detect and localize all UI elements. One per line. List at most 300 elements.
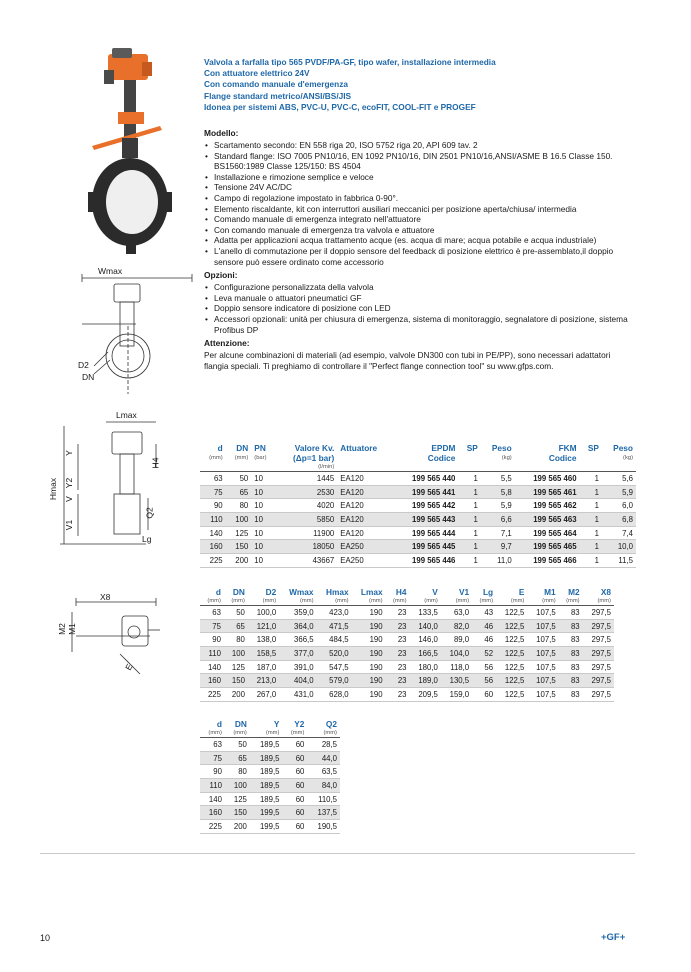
table-cell: 46 bbox=[472, 633, 496, 647]
table-cell: 160 bbox=[200, 540, 226, 554]
table-cell: 100,0 bbox=[248, 606, 279, 620]
label-x8: X8 bbox=[100, 592, 111, 602]
table-cell: 359,0 bbox=[279, 606, 316, 620]
table-cell: 180,0 bbox=[410, 660, 441, 674]
table-cell: 133,5 bbox=[410, 606, 441, 620]
table-cell: 1 bbox=[458, 526, 480, 540]
table-cell: 187,0 bbox=[248, 660, 279, 674]
table-cell: 65 bbox=[226, 485, 252, 499]
table-cell: 1 bbox=[458, 499, 480, 513]
table-row bbox=[200, 751, 340, 765]
table-cell: 1 bbox=[580, 472, 602, 486]
table-cell: 166,5 bbox=[410, 647, 441, 661]
list-item: • Campo di regolazione impostato in fabbrica 0-90°. bbox=[204, 193, 636, 204]
table-cell: 1 bbox=[458, 540, 480, 554]
table-cell: 23 bbox=[386, 633, 410, 647]
table-cell: 199,5 bbox=[250, 806, 283, 820]
table-cell: 423,0 bbox=[317, 606, 352, 620]
table-cell: 199 565 442 bbox=[394, 499, 459, 513]
table-cell: 2530 bbox=[275, 485, 337, 499]
table-cell: 5,8 bbox=[481, 485, 515, 499]
table-cell: 50 bbox=[224, 606, 248, 620]
list-item: • Installazione e rimozione semplice e veloce bbox=[204, 172, 636, 183]
unit-cell: (mm) bbox=[250, 729, 283, 738]
col-header: DN bbox=[232, 587, 245, 597]
table-cell: 10 bbox=[251, 485, 275, 499]
table-cell: 104,0 bbox=[441, 647, 472, 661]
table-cell: 60 bbox=[282, 738, 307, 752]
table-cell: 28,5 bbox=[307, 738, 340, 752]
col-header: Hmax bbox=[326, 587, 349, 597]
label-m2: M2 bbox=[56, 623, 67, 635]
unit-cell: (mm) bbox=[225, 729, 250, 738]
modello-heading: Modello: bbox=[204, 128, 239, 138]
table-cell: 150 bbox=[224, 674, 248, 688]
col-header: M2 bbox=[568, 587, 580, 597]
col-header: D2 bbox=[265, 587, 277, 597]
table-cell: 10 bbox=[251, 540, 275, 554]
table-cell: 199 565 460 bbox=[515, 472, 580, 486]
table-cell: 65 bbox=[225, 751, 250, 765]
unit-cell: (mm) bbox=[279, 597, 316, 606]
table-cell: 199 565 440 bbox=[394, 472, 459, 486]
table-cell: 107,5 bbox=[527, 660, 558, 674]
table-cell: 199 565 464 bbox=[515, 526, 580, 540]
table-row bbox=[200, 688, 614, 702]
col-header: d bbox=[215, 587, 221, 597]
table-cell: 63,0 bbox=[441, 606, 472, 620]
technical-drawing-front bbox=[74, 266, 194, 396]
col-header: d bbox=[216, 719, 222, 729]
table-cell: 150 bbox=[225, 806, 250, 820]
table-cell: 107,5 bbox=[527, 647, 558, 661]
opzioni-list bbox=[204, 282, 636, 335]
table-cell: EA120 bbox=[337, 472, 393, 486]
table-cell: 23 bbox=[386, 606, 410, 620]
table-cell: 83 bbox=[559, 688, 583, 702]
table-cell: 44,0 bbox=[307, 751, 340, 765]
table-cell: 190 bbox=[352, 606, 386, 620]
table-cell: 80 bbox=[225, 765, 250, 779]
table-cell: 83 bbox=[559, 619, 583, 633]
list-item: • Standard flange: ISO 7005 PN10/16, EN 1092 PN10/16, DIN 2501 PN10/16,ANSI/ASME B 16.5 Classe 150. BS1560:1989 Classe 125/150: BS 4504 bbox=[204, 151, 636, 172]
label-q2: Q2 bbox=[144, 507, 155, 519]
col-header: Y bbox=[273, 719, 280, 729]
table-cell: 199 565 445 bbox=[394, 540, 459, 554]
unit-cell: (mm) bbox=[386, 597, 410, 606]
table-cell: 297,5 bbox=[583, 647, 614, 661]
table-cell: 1 bbox=[458, 554, 480, 568]
table-cell: 1 bbox=[580, 554, 602, 568]
list-item: • L'anello di commutazione per il doppio sensore del feedback di posizione elettrico è pre-assemblato,il doppio sensore può essere ordinato come accessorio bbox=[204, 246, 636, 267]
table-cell: 107,5 bbox=[527, 688, 558, 702]
table-cell: 199 565 466 bbox=[515, 554, 580, 568]
unit-cell: (mm) bbox=[410, 597, 441, 606]
attenzione-text: Per alcune combinazioni di materiali (ad esempio, valvole DN300 con tubi in PE/PP), sono necessari adattatori flangia speciali. Ti preghiamo di controllare il "Perfect flange connection tool" su www.gfps.com. bbox=[204, 350, 611, 371]
unit-cell: (mm) bbox=[559, 597, 583, 606]
col-header: M1 bbox=[544, 587, 556, 597]
table-cell: 189,5 bbox=[250, 751, 283, 765]
label-y: Y bbox=[63, 450, 74, 456]
table-cell: 43667 bbox=[275, 554, 337, 568]
col-header: Codice bbox=[548, 453, 577, 463]
table-cell: 628,0 bbox=[317, 688, 352, 702]
unit-cell: (mm) bbox=[200, 597, 224, 606]
unit-cell: (mm) bbox=[282, 729, 307, 738]
table-cell: 75 bbox=[200, 485, 226, 499]
title-line: Con attuatore elettrico 24V bbox=[204, 68, 310, 79]
table-cell: 75 bbox=[200, 619, 224, 633]
table-cell: 10 bbox=[251, 472, 275, 486]
col-header: Valore Kv. bbox=[294, 443, 335, 453]
col-header: H4 bbox=[395, 587, 407, 597]
table-cell: 7,4 bbox=[602, 526, 636, 540]
unit-cell: (mm) bbox=[234, 455, 249, 461]
table-cell: 364,0 bbox=[279, 619, 316, 633]
table-dimensions bbox=[200, 587, 614, 702]
table-cell: 83 bbox=[559, 660, 583, 674]
col-header: Attuatore bbox=[340, 443, 378, 453]
table-cell: 80 bbox=[224, 633, 248, 647]
unit-cell: (mm) bbox=[441, 597, 472, 606]
modello-list bbox=[204, 140, 636, 267]
table-cell: 190 bbox=[352, 619, 386, 633]
table-cell: 404,0 bbox=[279, 674, 316, 688]
label-dn: DN bbox=[82, 372, 95, 382]
table-cell: 122,5 bbox=[496, 674, 527, 688]
col-header: V bbox=[432, 587, 438, 597]
col-header: Lmax bbox=[360, 587, 383, 597]
table-row bbox=[200, 806, 340, 820]
table-cell: 1445 bbox=[275, 472, 337, 486]
table-cell: 125 bbox=[224, 660, 248, 674]
table-row bbox=[200, 765, 340, 779]
table-cell: 60 bbox=[282, 820, 307, 834]
title-line: Flange standard metrico/ANSI/BS/JIS bbox=[204, 90, 352, 101]
list-item: • Comando manuale di emergenza integrato nell'attuatore bbox=[204, 214, 636, 225]
table-cell: 190 bbox=[352, 674, 386, 688]
table-row bbox=[200, 820, 340, 834]
label-hmax: Hmax bbox=[48, 477, 59, 501]
table-cell: 200 bbox=[226, 554, 252, 568]
list-item: • Leva manuale o attuatori pneumatici GF bbox=[204, 293, 636, 304]
table-cell: 10 bbox=[251, 513, 275, 527]
table-cell: 110 bbox=[200, 779, 225, 793]
table-cell: 297,5 bbox=[583, 606, 614, 620]
table-cell: 5,9 bbox=[602, 485, 636, 499]
table-cell: 199 565 461 bbox=[515, 485, 580, 499]
col-header: EPDM bbox=[431, 443, 456, 453]
table-cell: 100 bbox=[225, 779, 250, 793]
unit-cell: (mm) bbox=[352, 597, 386, 606]
table-cell: 63 bbox=[200, 472, 226, 486]
label-y2: Y2 bbox=[64, 477, 75, 489]
table-row bbox=[200, 660, 614, 674]
table-cell: 5,5 bbox=[481, 472, 515, 486]
table-cell: 50 bbox=[226, 472, 252, 486]
product-title bbox=[204, 57, 644, 113]
table-row bbox=[200, 513, 636, 527]
table-cell: 23 bbox=[386, 674, 410, 688]
unit-cell: (bar) bbox=[254, 455, 267, 461]
table-cell: 110 bbox=[200, 647, 224, 661]
table-cell: 9,7 bbox=[481, 540, 515, 554]
col-header: PN bbox=[254, 443, 266, 453]
table-cell: 160 bbox=[200, 806, 225, 820]
list-item: • Adatta per applicazioni acqua trattamento acque (es. acqua di mare; acqua potabile e acqua industriale) bbox=[204, 235, 636, 246]
table-cell: 43 bbox=[472, 606, 496, 620]
table-cell: 189,5 bbox=[250, 738, 283, 752]
unit-cell: (l/min) bbox=[275, 463, 337, 472]
table-cell: 11,0 bbox=[481, 554, 515, 568]
table-cell: 122,5 bbox=[496, 633, 527, 647]
table-cell: 122,5 bbox=[496, 619, 527, 633]
table-cell: 11900 bbox=[275, 526, 337, 540]
table-cell: 5,9 bbox=[481, 499, 515, 513]
list-item: • Configurazione personalizzata della valvola bbox=[204, 282, 636, 293]
table-cell: 579,0 bbox=[317, 674, 352, 688]
table-cell: 65 bbox=[224, 619, 248, 633]
table-order-codes bbox=[200, 443, 636, 568]
table-cell: 1 bbox=[458, 472, 480, 486]
table-cell: 60 bbox=[472, 688, 496, 702]
table-cell: 6,6 bbox=[481, 513, 515, 527]
gf-logo: +GF+ bbox=[601, 932, 626, 943]
table-cell: EA250 bbox=[337, 540, 393, 554]
product-photo bbox=[82, 42, 188, 254]
title-line: Con comando manuale d'emergenza bbox=[204, 79, 348, 90]
table-cell: 107,5 bbox=[527, 619, 558, 633]
table-cell: 80 bbox=[226, 499, 252, 513]
table-cell: 471,5 bbox=[317, 619, 352, 633]
table-dimensions-y bbox=[200, 719, 340, 834]
label-v: V bbox=[63, 496, 74, 502]
table-cell: 199 565 465 bbox=[515, 540, 580, 554]
col-header: Codice bbox=[427, 453, 456, 463]
table-cell: 4020 bbox=[275, 499, 337, 513]
table-cell: 189,5 bbox=[250, 792, 283, 806]
table-cell: 140 bbox=[200, 792, 225, 806]
table-cell: 190,5 bbox=[307, 820, 340, 834]
list-item: • Elemento riscaldante, kit con interruttori ausiliari meccanici per posizione aperta/chiusa/ intermedia bbox=[204, 204, 636, 215]
label-wmax: Wmax bbox=[98, 266, 123, 276]
table-cell: 1 bbox=[458, 485, 480, 499]
table-cell: 366,5 bbox=[279, 633, 316, 647]
table-cell: 10 bbox=[251, 499, 275, 513]
table-cell: 52 bbox=[472, 647, 496, 661]
table-row bbox=[200, 499, 636, 513]
table-cell: 23 bbox=[386, 660, 410, 674]
table-cell: 199,5 bbox=[250, 820, 283, 834]
table-row bbox=[200, 619, 614, 633]
table-cell: 10 bbox=[251, 554, 275, 568]
col-header: Peso bbox=[613, 443, 633, 453]
col-header: SP bbox=[466, 443, 478, 453]
footer-divider bbox=[40, 853, 635, 854]
table-row bbox=[200, 606, 614, 620]
table-row bbox=[200, 647, 614, 661]
col-header: DN bbox=[234, 719, 247, 729]
col-header: E bbox=[518, 587, 525, 597]
table-cell: 225 bbox=[200, 820, 225, 834]
table-row bbox=[200, 554, 636, 568]
table-cell: 107,5 bbox=[527, 633, 558, 647]
opzioni-heading: Opzioni: bbox=[204, 270, 238, 281]
table-cell: 7,1 bbox=[481, 526, 515, 540]
table-cell: 140,0 bbox=[410, 619, 441, 633]
col-header: FKM bbox=[558, 443, 577, 453]
table-cell: 213,0 bbox=[248, 674, 279, 688]
table-cell: EA120 bbox=[337, 513, 393, 527]
table-cell: EA120 bbox=[337, 526, 393, 540]
table-cell: 297,5 bbox=[583, 688, 614, 702]
unit-cell: (mm) bbox=[583, 597, 614, 606]
table-cell: 23 bbox=[386, 619, 410, 633]
label-d2: D2 bbox=[78, 360, 89, 370]
table-cell: 107,5 bbox=[527, 606, 558, 620]
table-cell: 84,0 bbox=[307, 779, 340, 793]
table-cell: 159,0 bbox=[441, 688, 472, 702]
col-header: Q2 bbox=[325, 719, 337, 729]
list-item: • Accessori opzionali: unità per chiusura di emergenza, sistema di monitoraggio, segnalatore di posizione, sistema Profibus DP bbox=[204, 314, 636, 335]
table-cell: 5850 bbox=[275, 513, 337, 527]
table-cell: 90 bbox=[200, 499, 226, 513]
table-cell: 122,5 bbox=[496, 606, 527, 620]
table-cell: 23 bbox=[386, 647, 410, 661]
list-item: • Tensione 24V AC/DC bbox=[204, 182, 636, 193]
table-cell: 225 bbox=[200, 688, 224, 702]
col-header: Y2 bbox=[294, 719, 305, 729]
table-cell: 83 bbox=[559, 647, 583, 661]
unit-cell: (mm) bbox=[209, 455, 223, 461]
title-line: Idonea per sistemi ABS, PVC-U, PVC-C, ecoFIT, COOL-FIT e PROGEF bbox=[204, 101, 476, 112]
table-cell: 431,0 bbox=[279, 688, 316, 702]
table-cell: 547,5 bbox=[317, 660, 352, 674]
table-cell: 225 bbox=[200, 554, 226, 568]
table-cell: 89,0 bbox=[441, 633, 472, 647]
table-cell: 10,0 bbox=[602, 540, 636, 554]
attenzione-heading: Attenzione: bbox=[204, 338, 250, 349]
table-cell: 297,5 bbox=[583, 674, 614, 688]
table-cell: 1 bbox=[580, 540, 602, 554]
table-cell: 146,0 bbox=[410, 633, 441, 647]
table-cell: 122,5 bbox=[496, 660, 527, 674]
unit-cell: (mm) bbox=[472, 597, 496, 606]
table-cell: 122,5 bbox=[496, 647, 527, 661]
table-cell: 11,5 bbox=[602, 554, 636, 568]
label-lg: Lg bbox=[142, 534, 152, 544]
table-cell: 90 bbox=[200, 633, 224, 647]
list-item: • Scartamento secondo: EN 558 riga 20, ISO 5752 riga 20, API 609 tav. 2 bbox=[204, 140, 636, 151]
technical-drawing-top bbox=[56, 592, 190, 682]
table-cell: 60 bbox=[282, 765, 307, 779]
label-m1: M1 bbox=[66, 623, 77, 635]
table-cell: 63,5 bbox=[307, 765, 340, 779]
table-cell: 107,5 bbox=[527, 674, 558, 688]
list-item: • Doppio sensore indicatore di posizione con LED bbox=[204, 303, 636, 314]
table-cell: 190 bbox=[352, 688, 386, 702]
table-cell: 56 bbox=[472, 674, 496, 688]
table-cell: 1 bbox=[580, 485, 602, 499]
table-cell: 199 565 443 bbox=[394, 513, 459, 527]
table-cell: 297,5 bbox=[583, 619, 614, 633]
title-line: Valvola a farfalla tipo 565 PVDF/PA-GF, tipo wafer, installazione intermedia bbox=[204, 57, 496, 67]
table-cell: EA120 bbox=[337, 485, 393, 499]
table-cell: 377,0 bbox=[279, 647, 316, 661]
unit-cell: (mm) bbox=[248, 597, 279, 606]
table-cell: 1 bbox=[580, 499, 602, 513]
table-cell: 189,5 bbox=[250, 765, 283, 779]
table-cell: 60 bbox=[282, 806, 307, 820]
col-header: Lg bbox=[482, 587, 494, 597]
table-cell: 18050 bbox=[275, 540, 337, 554]
table-cell: 190 bbox=[352, 647, 386, 661]
technical-drawing-side bbox=[46, 404, 196, 556]
table-cell: 140 bbox=[200, 660, 224, 674]
table-cell: 199 565 463 bbox=[515, 513, 580, 527]
table-cell: 83 bbox=[559, 606, 583, 620]
col-header: Wmax bbox=[289, 587, 314, 597]
table-cell: 160 bbox=[200, 674, 224, 688]
label-v1: V1 bbox=[64, 519, 75, 531]
table-cell: 23 bbox=[386, 688, 410, 702]
table-cell: 267,0 bbox=[248, 688, 279, 702]
table-cell: 60 bbox=[282, 792, 307, 806]
table-cell: 83 bbox=[559, 633, 583, 647]
table-cell: EA120 bbox=[337, 499, 393, 513]
table-cell: 190 bbox=[352, 633, 386, 647]
col-header: d bbox=[217, 443, 223, 453]
col-header: DN bbox=[236, 443, 249, 453]
table-cell: 50 bbox=[225, 738, 250, 752]
table-cell: 83 bbox=[559, 674, 583, 688]
label-lmax: Lmax bbox=[116, 410, 137, 420]
unit-cell: (mm) bbox=[496, 597, 527, 606]
table-cell: 10 bbox=[251, 526, 275, 540]
table-cell: EA250 bbox=[337, 554, 393, 568]
table-cell: 82,0 bbox=[441, 619, 472, 633]
table-cell: 6,8 bbox=[602, 513, 636, 527]
table-row bbox=[200, 738, 340, 752]
table-cell: 520,0 bbox=[317, 647, 352, 661]
table-cell: 199 565 444 bbox=[394, 526, 459, 540]
table-row bbox=[200, 485, 636, 499]
table-cell: 125 bbox=[225, 792, 250, 806]
table-row bbox=[200, 779, 340, 793]
table-cell: 199 565 462 bbox=[515, 499, 580, 513]
table-cell: 60 bbox=[282, 751, 307, 765]
label-h4: H4 bbox=[150, 457, 161, 469]
table-cell: 297,5 bbox=[583, 660, 614, 674]
table-cell: 199 565 441 bbox=[394, 485, 459, 499]
col-header: (Δp=1 bar) bbox=[293, 453, 335, 463]
table-cell: 90 bbox=[200, 765, 225, 779]
table-cell: 46 bbox=[472, 619, 496, 633]
unit-cell: (mm) bbox=[527, 597, 558, 606]
table-cell: 189,5 bbox=[250, 779, 283, 793]
table-row bbox=[200, 526, 636, 540]
page-number: 10 bbox=[40, 933, 51, 943]
label-e: E bbox=[123, 662, 135, 672]
table-cell: 121,0 bbox=[248, 619, 279, 633]
table-cell: 137,5 bbox=[307, 806, 340, 820]
table-cell: 140 bbox=[200, 526, 226, 540]
table-cell: 100 bbox=[224, 647, 248, 661]
table-cell: 391,0 bbox=[279, 660, 316, 674]
unit-cell: (kg) bbox=[623, 455, 633, 461]
unit-cell: (kg) bbox=[501, 455, 512, 461]
table-cell: 1 bbox=[580, 513, 602, 527]
